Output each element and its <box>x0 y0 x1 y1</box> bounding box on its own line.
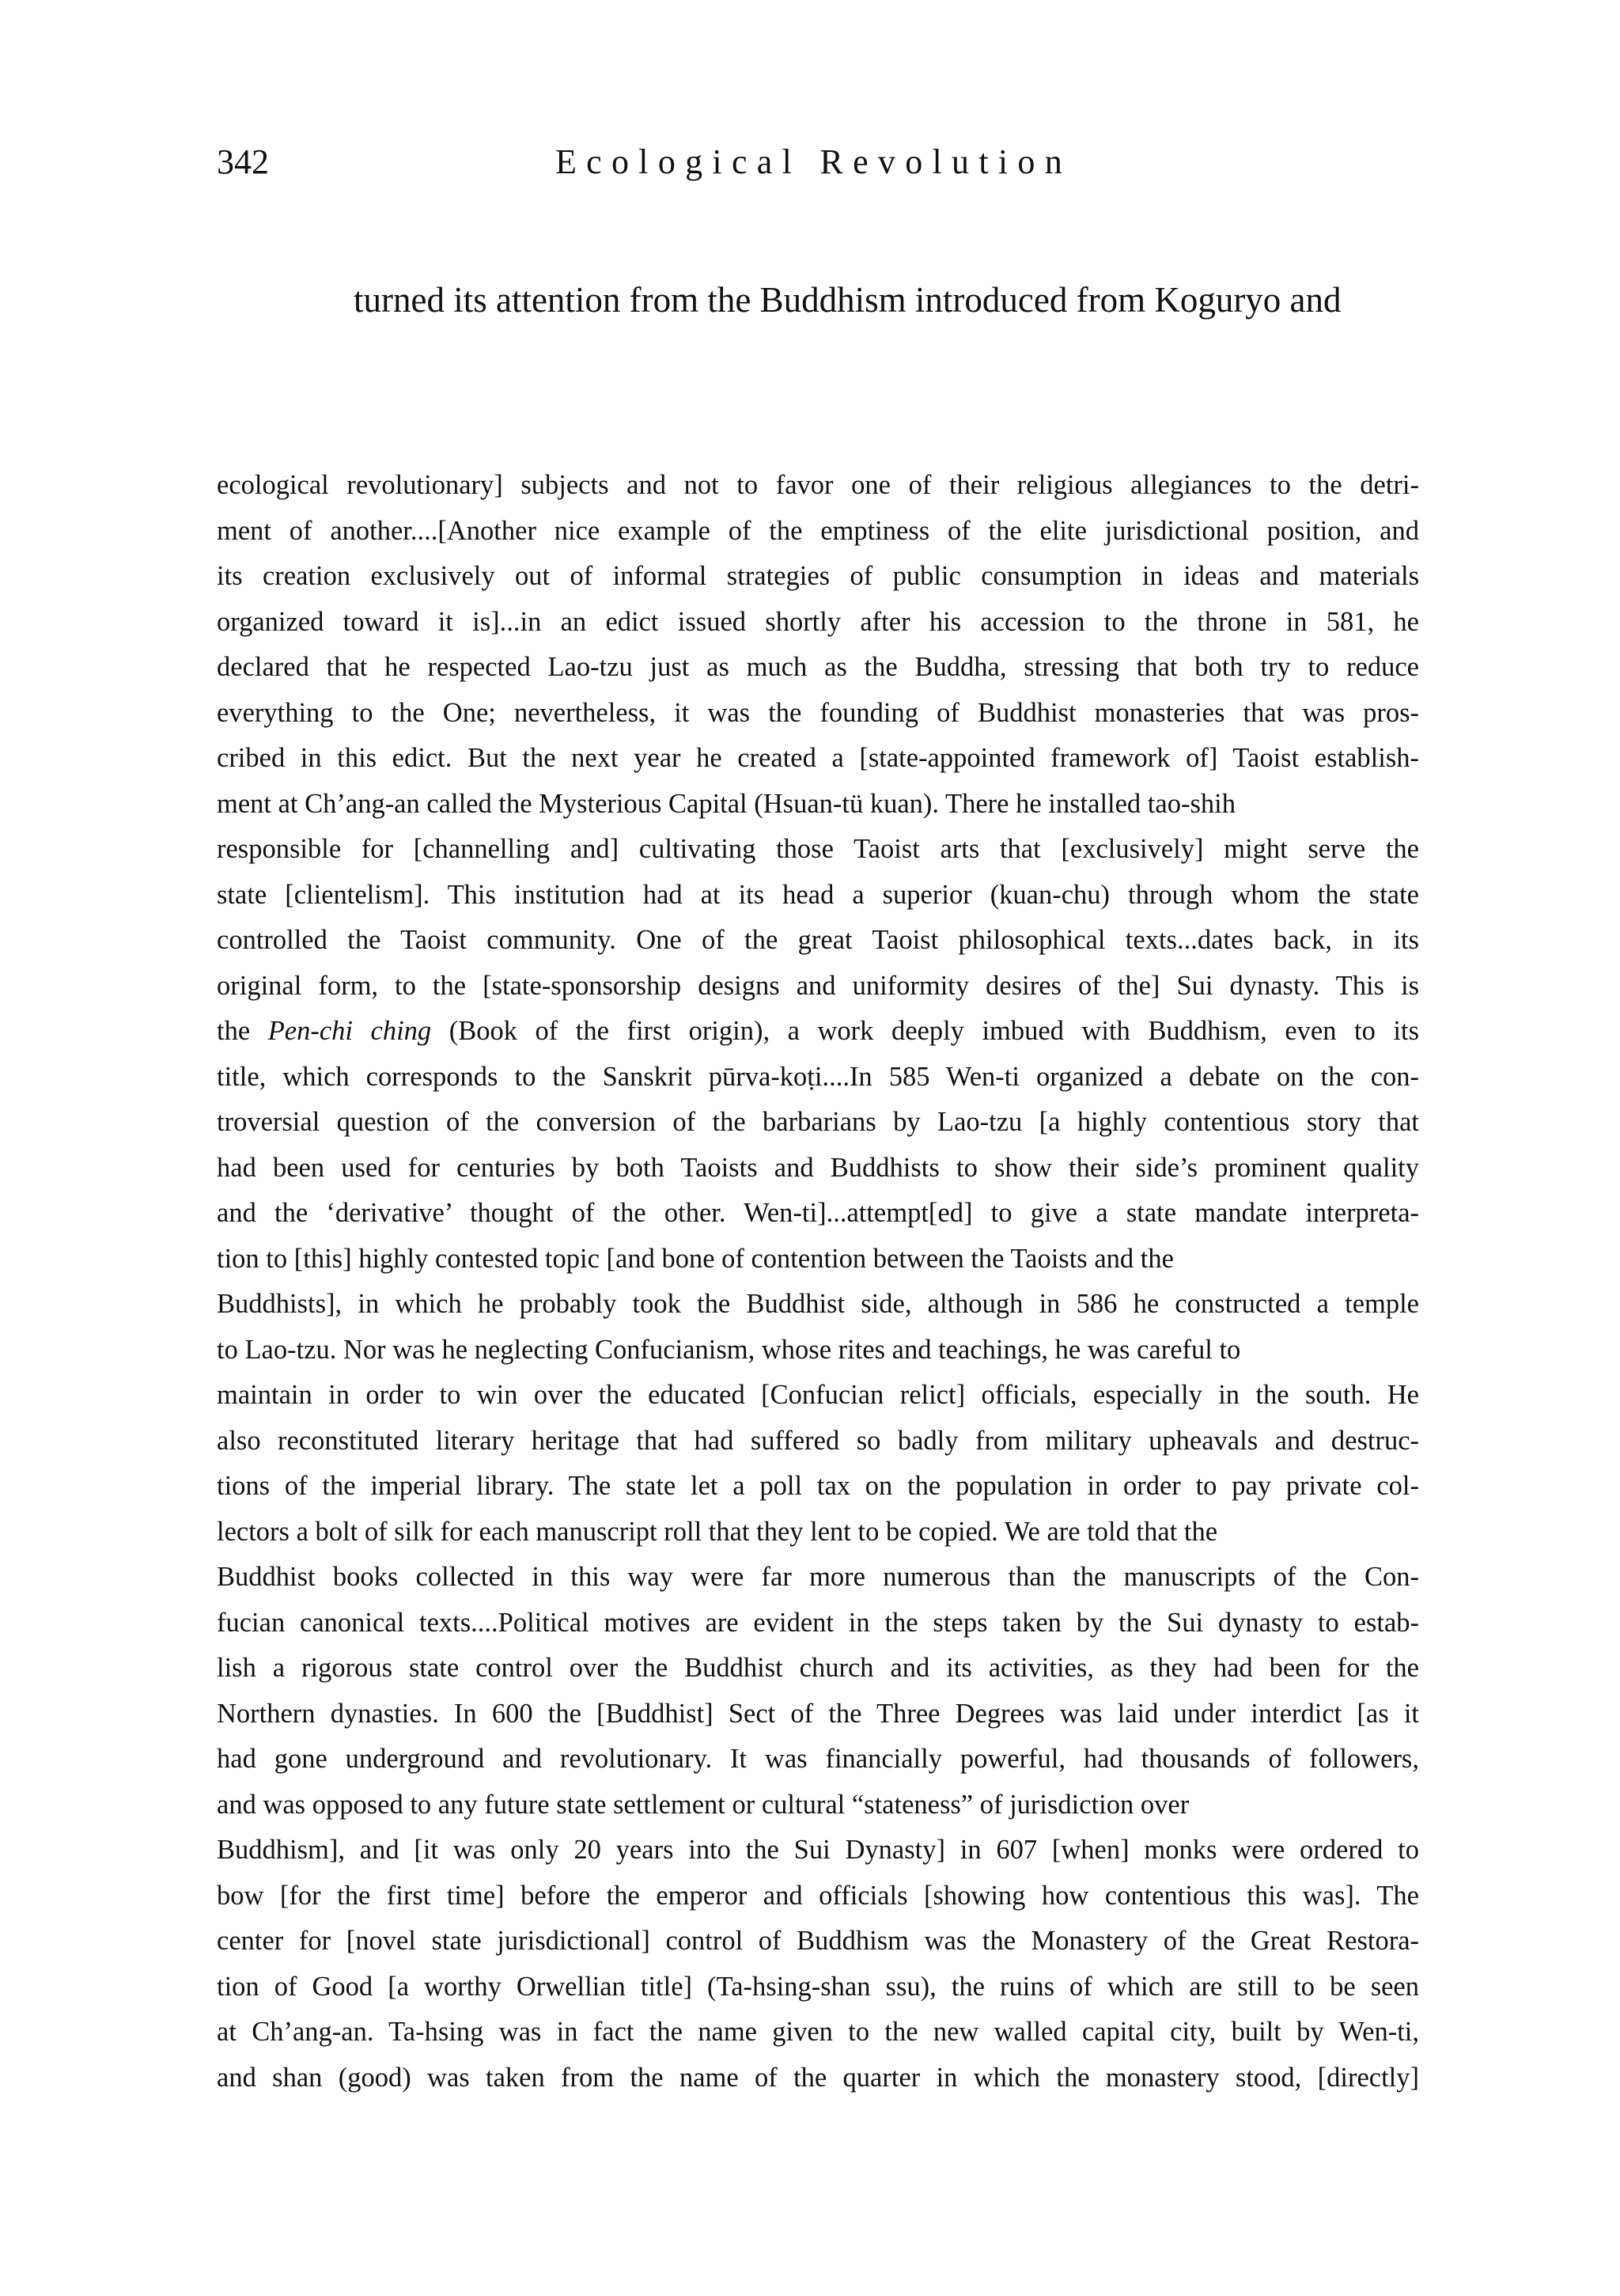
body-line: fucian canonical texts....Political motives are evident in the steps taken by the Sui dynasty to estab- <box>217 1607 1419 1638</box>
body-line: controlled the Taoist community. One of the great Taoist philosophical texts...dates back, in its <box>217 925 1419 955</box>
body-line: Buddhism], and [it was only 20 years into the Sui Dynasty] in 607 [when] monks were ordered to <box>217 1835 1419 1865</box>
body-line: had gone underground and revolutionary. It was financially powerful, had thousands of followers, <box>217 1744 1419 1774</box>
body-line <box>217 1009 1419 1055</box>
body-line: title, which corresponds to the Sanskrit pūrva-koṭi....In 585 Wen-ti organized a debate on the con- <box>217 1061 1419 1092</box>
body-line: and the ‘derivative’ thought of the other. Wen-ti]...attempt[ed] to give a state mandate interpreta- <box>217 1198 1419 1228</box>
body-line: center for [novel state jurisdictional] control of Buddhism was the Monastery of the Great Restora- <box>217 1926 1419 1956</box>
body-line: original form, to the [state-sponsorship designs and uniformity desires of the] Sui dynasty. This is <box>217 970 1419 1001</box>
body-line: tion of Good [a worthy Orwellian title] (Ta-hsing-shan ssu), the ruins of which are still to be seen <box>217 1971 1419 2002</box>
body-line: everything to the One; nevertheless, it was the founding of Buddhist monasteries that was pros- <box>217 697 1419 728</box>
fragment-line: turned its attention from the Buddhism introduced from Koguryo and <box>354 280 1342 320</box>
body-text <box>217 463 1419 2101</box>
body-line: ecological revolutionary] subjects and not to favor one of their religious allegiances to the detri- <box>217 470 1419 500</box>
body-line: cribed in this edict. But the next year he created a [state-appointed framework of] Taoist establish- <box>217 743 1419 773</box>
body-line: ment of another....[Another nice example of the emptiness of the elite jurisdictional position, and <box>217 515 1419 546</box>
body-line: bow [for the first time] before the emperor and officials [showing how contentious this was]. The <box>217 1880 1419 1911</box>
body-line: responsible for [channelling and] cultivating those Taoist arts that [exclusively] might serve the <box>217 834 1419 864</box>
body-line: Buddhist books collected in this way were far more numerous than the manuscripts of the Con- <box>217 1562 1419 1592</box>
body-line: had been used for centuries by both Taoists and Buddhists to show their side’s prominent quality <box>217 1152 1419 1183</box>
body-line: also reconstituted literary heritage that had suffered so badly from military upheavals and destruc- <box>217 1425 1419 1456</box>
body-line-text: the <box>217 1016 268 1046</box>
running-head: Ecological Revolution <box>555 142 1072 181</box>
body-line: Northern dynasties. In 600 the [Buddhist] Sect of the Three Degrees was laid under interdict [as it <box>217 1698 1419 1729</box>
body-line: tion to [this] highly contested topic [and bone of contention between the Taoists and the <box>217 1243 1174 1274</box>
book-title-italic: Pen-chi ching <box>267 1016 432 1046</box>
body-line-text: (Book of the first origin), a work deeply imbued with Buddhism, even to its <box>431 1016 1420 1046</box>
page-number: 342 <box>217 142 269 181</box>
body-line: troversial question of the conversion of the barbarians by Lao-tzu [a highly contentious story that <box>217 1107 1419 1137</box>
body-line: its creation exclusively out of informal strategies of public consumption in ideas and materials <box>217 561 1419 591</box>
body-line: Buddhists], in which he probably took the Buddhist side, although in 586 he constructed a temple <box>217 1289 1419 1319</box>
body-line: tions of the imperial library. The state let a poll tax on the population in order to pay private col- <box>217 1471 1419 1501</box>
body-line: at Ch’ang-an. Ta-hsing was in fact the name given to the new walled capital city, built by Wen-ti, <box>217 2017 1419 2047</box>
body-line: maintain in order to win over the educated [Confucian relict] officials, especially in the south. He <box>217 1380 1419 1410</box>
body-line: to Lao-tzu. Nor was he neglecting Confucianism, whose rites and teachings, he was careful to <box>217 1334 1241 1365</box>
body-line: and shan (good) was taken from the name of the quarter in which the monastery stood, [directly] <box>217 2062 1419 2093</box>
body-line: lectors a bolt of silk for each manuscript roll that they lent to be copied. We are told that the <box>217 1516 1218 1547</box>
body-line: state [clientelism]. This institution had at its head a superior (kuan-chu) through whom the state <box>217 879 1419 910</box>
body-line: declared that he respected Lao-tzu just as much as the Buddha, stressing that both try to reduce <box>217 652 1419 682</box>
body-line: ment at Ch’ang-an called the Mysterious Capital (Hsuan-tü kuan). There he installed tao-shih <box>217 788 1236 819</box>
body-line: organized toward it is]...in an edict issued shortly after his accession to the throne in 581, he <box>217 606 1419 637</box>
body-line: and was opposed to any future state settlement or cultural “stateness” of jurisdiction over <box>217 1789 1190 1820</box>
body-line: lish a rigorous state control over the Buddhist church and its activities, as they had been for the <box>217 1653 1419 1683</box>
